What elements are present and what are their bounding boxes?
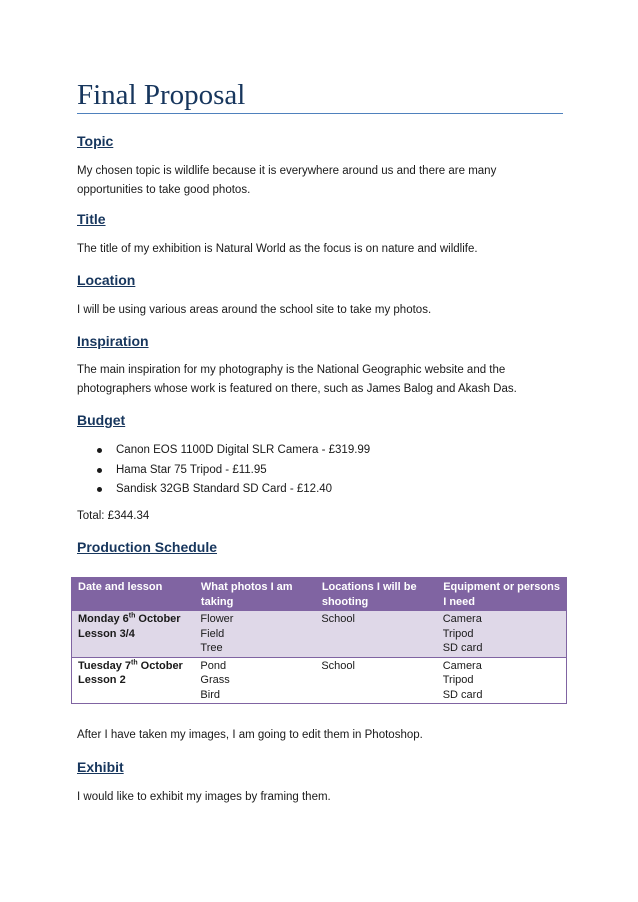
table-row [72,657,567,704]
location-cell: School [315,657,436,704]
table-row [72,611,567,658]
budget-item: Sandisk 32GB Standard SD Card - £12.40 [95,480,370,500]
inspiration-heading: Inspiration [77,333,149,349]
production-schedule-heading: Production Schedule [77,539,218,555]
budget-item: Hama Star 75 Tripod - £11.95 [95,461,370,481]
exhibit-heading: Exhibit [77,759,124,775]
production-schedule-table [71,577,567,704]
bullet-icon [97,448,102,453]
location-cell: School [315,611,436,658]
table-header-row [72,578,567,611]
column-header: Locations I will be shooting [315,578,436,611]
budget-heading: Budget [77,412,126,428]
budget-item: Canon EOS 1100D Digital SLR Camera - £319.99 [95,441,370,461]
topic-text-line-2: opportunities to take good photos. [77,184,251,196]
photos-cell: Pond Grass Bird [194,657,315,704]
bullet-icon [97,468,102,473]
photos-cell: Flower Field Tree [194,611,315,658]
column-header: What photos I am taking [194,578,315,611]
topic-heading: Topic [77,133,114,149]
equipment-cell: Camera Tripod SD card [437,657,567,704]
budget-total: Total: £344.34 [77,510,150,522]
column-header: Equipment or persons I need [437,578,567,611]
budget-list [95,441,370,500]
exhibit-text: I would like to exhibit my images by framing them. [77,791,331,803]
column-header: Date and lesson [72,578,195,611]
location-heading: Location [77,272,136,288]
document-title: Final Proposal [77,79,246,111]
date-lesson-cell: Tuesday 7th October Lesson 2 [72,657,195,704]
equipment-cell: Camera Tripod SD card [437,611,567,658]
title-heading: Title [77,211,106,227]
date-lesson-cell: Monday 6th October Lesson 3/4 [72,611,195,658]
title-text: The title of my exhibition is Natural World as the focus is on nature and wildlife. [77,243,478,255]
bullet-icon [97,487,102,492]
inspiration-text-line-1: The main inspiration for my photography is the National Geographic website and the [77,364,506,376]
after-schedule-text: After I have taken my images, I am going to edit them in Photoshop. [77,729,423,741]
location-text: I will be using various areas around the school site to take my photos. [77,304,432,316]
title-underline [77,113,563,114]
topic-text-line-1: My chosen topic is wildlife because it is everywhere around us and there are many [77,165,497,177]
inspiration-text-line-2: photographers whose work is featured on there, such as James Balog and Akash Das. [77,383,517,395]
